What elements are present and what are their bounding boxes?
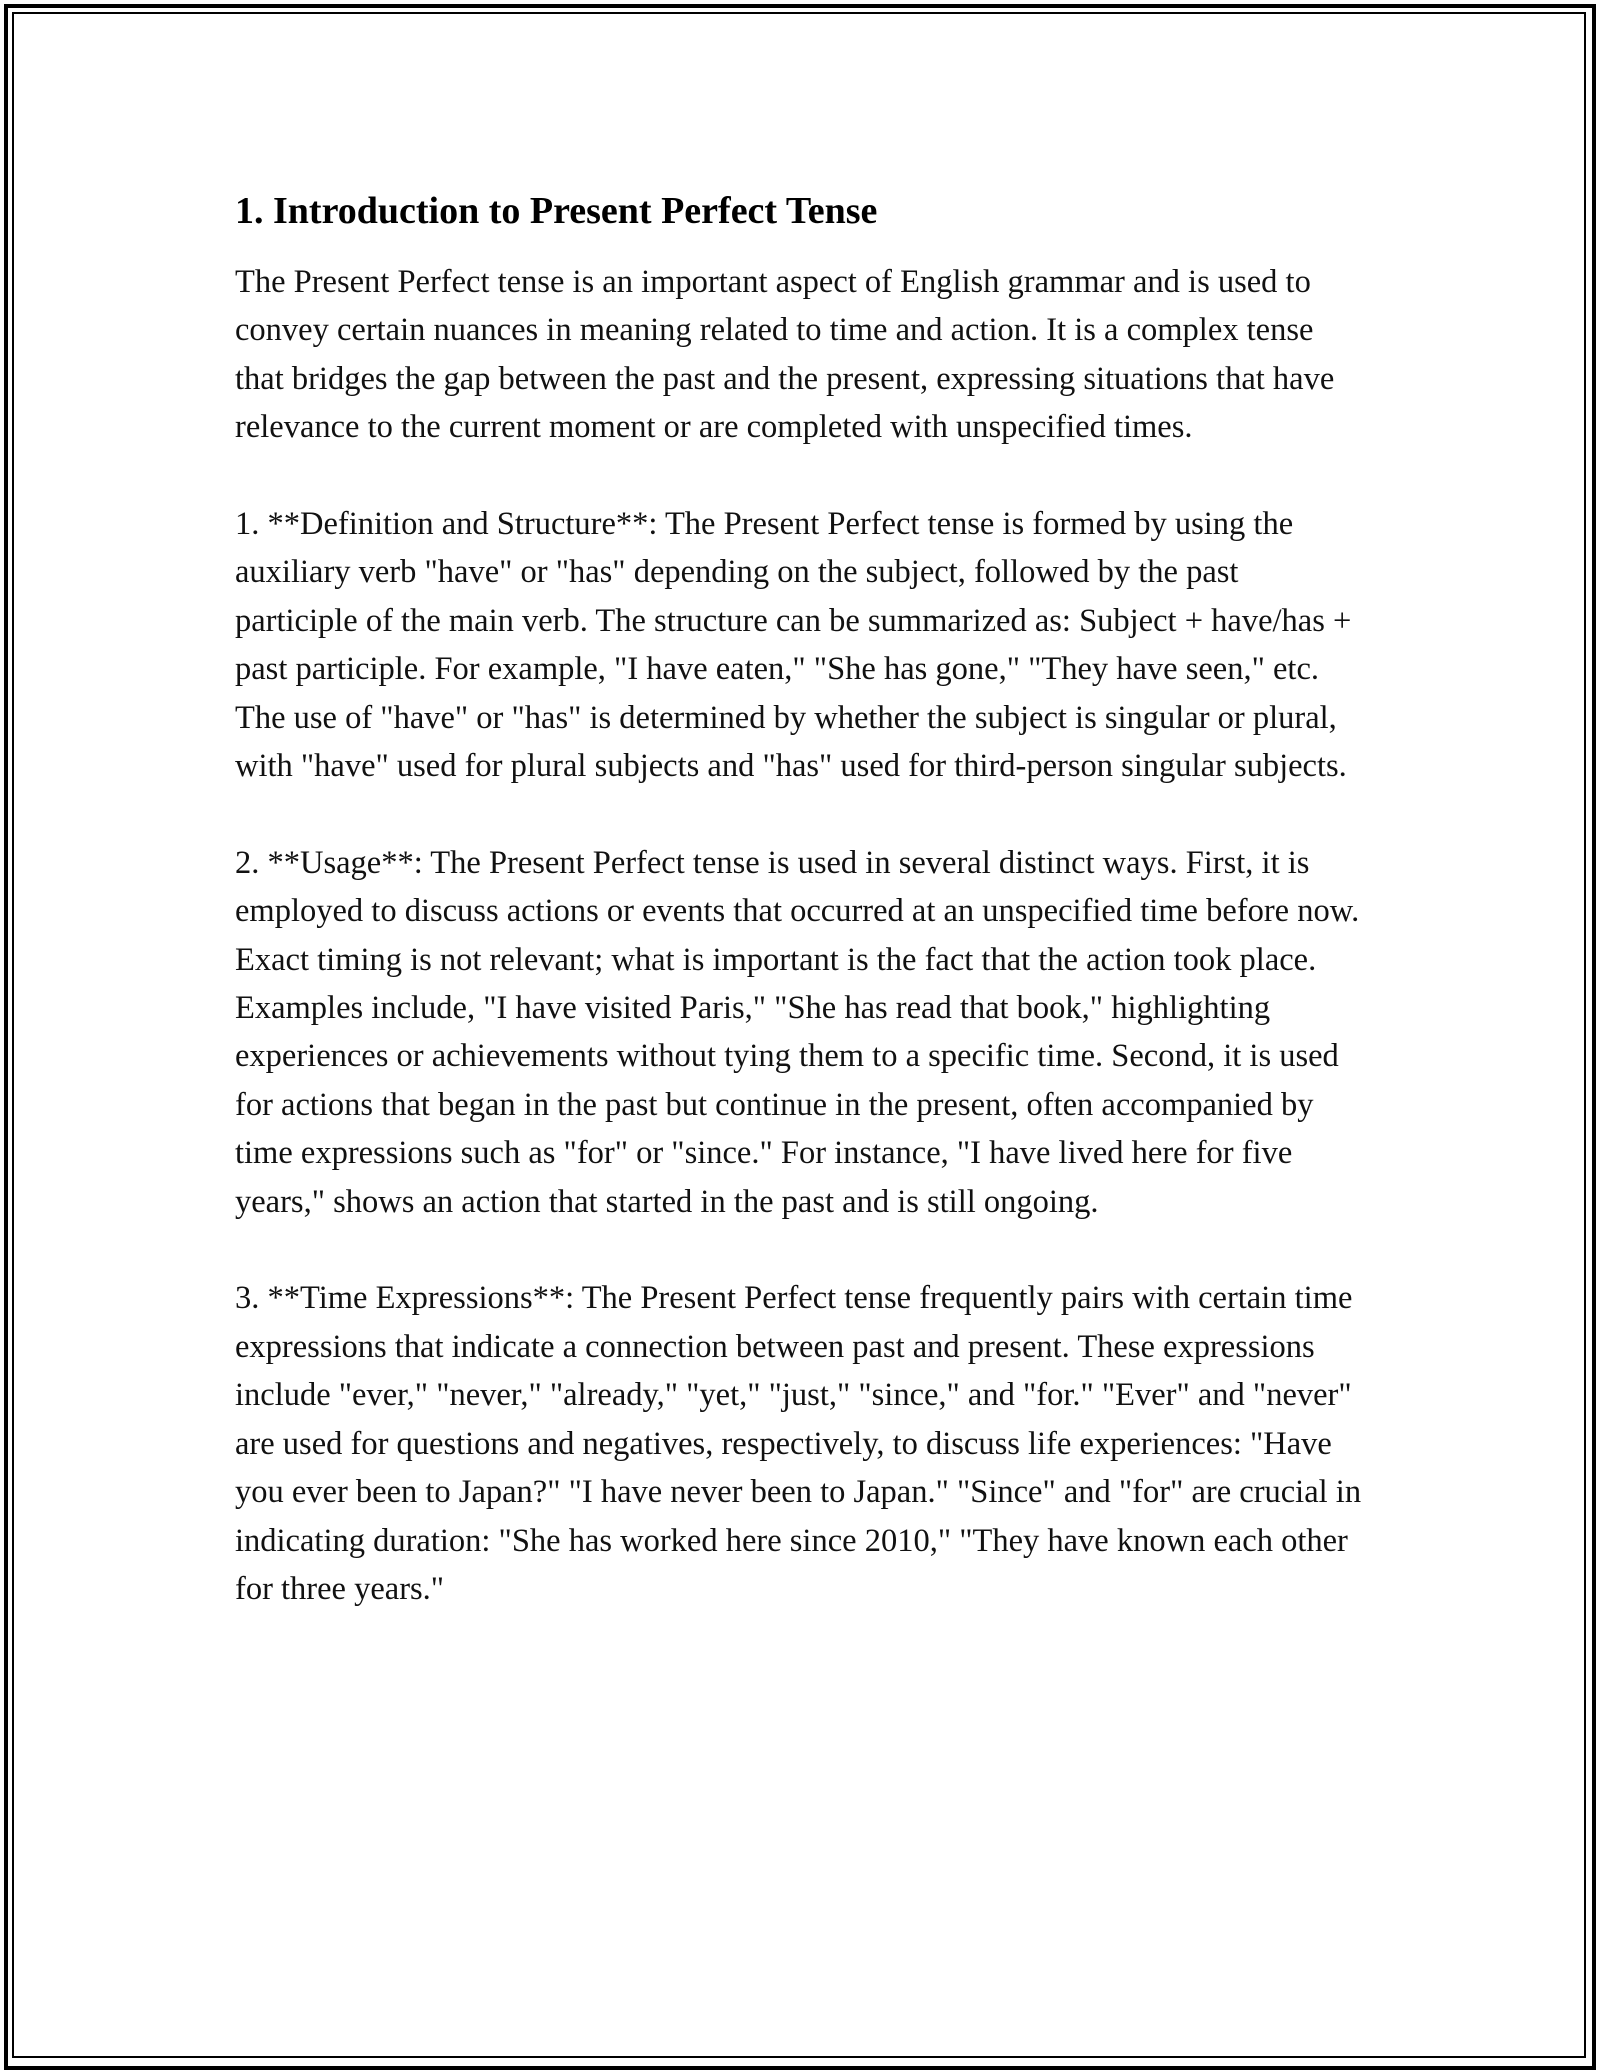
section-heading: 1. Introduction to Present Perfect Tense: [235, 190, 878, 232]
document-body: [235, 186, 1365, 1613]
time-expressions-paragraph: 3. **Time Expressions**: The Present Perfect tense frequently pairs with certain time expressions that indicate a connection between past and present. These expressions include "ever," "never," "already," "yet," "just," "since," and "for." "Ever" and "never" are used for questions and negatives, respectively, to discuss life experiences: "Have you ever been to Japan?" "I have never been to Japan." "Since" and "for" are crucial in indicating duration: "She has worked here since 2010," "They have known each other for three years.": [235, 1280, 1362, 1607]
usage-paragraph: 2. **Usage**: The Present Perfect tense is used in several distinct ways. First, it is employed to discuss actions or events that occurred at an unspecified time before now. Exact timing is not relevant; what is important is the fact that the action took place. Examples include, "I have visited Paris," "She has read that book," highlighting experiences or achievements without tying them to a specific time. Second, it is used for actions that began in the past but continue in the present, often accompanied by time expressions such as "for" or "since." For instance, "I have lived here for five years," shows an action that started in the past and is still ongoing.: [235, 844, 1360, 1220]
definition-structure-paragraph: 1. **Definition and Structure**: The Present Perfect tense is formed by using the auxiliary verb "have" or "has" depending on the subject, followed by the past participle of the main verb. The structure can be summarized as: Subject + have/has + past participle. For example, "I have eaten," "She has gone," "They have seen," etc. The use of "have" or "has" is determined by whether the subject is singular or plural, with "have" used for plural subjects and "has" used for third-person singular subjects.: [235, 506, 1352, 785]
intro-paragraph: The Present Perfect tense is an important aspect of English grammar and is used to convey certain nuances in meaning related to time and action. It is a complex tense that bridges the gap between the past and the present, expressing situations that have relevance to the current moment or are completed with unspecified times.: [235, 264, 1335, 446]
